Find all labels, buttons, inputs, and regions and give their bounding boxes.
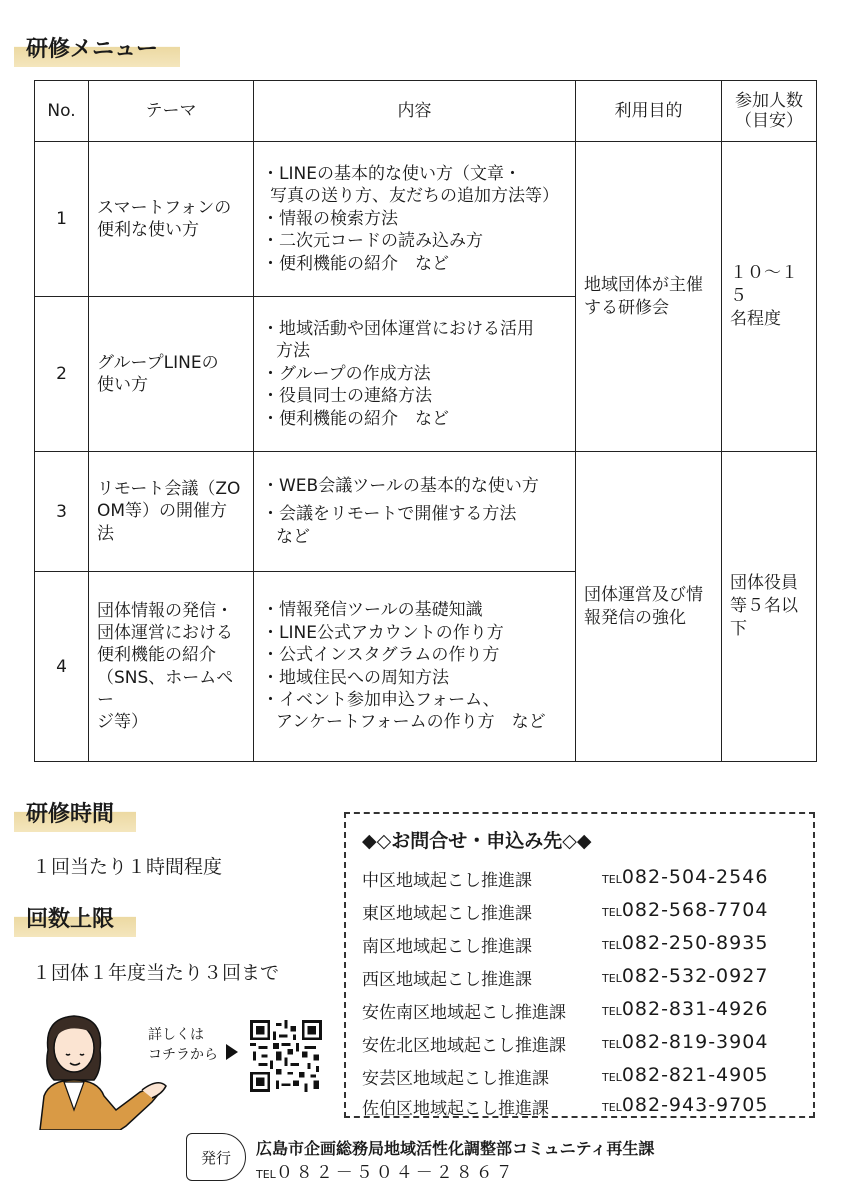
tel-number: 082-943-9705 — [621, 1094, 769, 1116]
limit-text: １団体１年度当たり３回まで — [32, 962, 280, 984]
people-line: １０～１５ — [730, 263, 798, 307]
row-content — [254, 452, 576, 572]
tel-number: 082-819-3904 — [621, 1031, 769, 1053]
contact-dept: 安佐南区地域起こし推進課 — [362, 1003, 566, 1023]
theme-line: 便利機能の紹介 — [97, 645, 216, 666]
people-line: 下 — [730, 618, 747, 639]
header-content: 内容 — [254, 81, 576, 142]
theme-line: スマートフォンの — [97, 197, 232, 218]
content-line: ・便利機能の紹介 など — [262, 408, 449, 429]
theme-line: 団体運営における — [97, 623, 233, 644]
row-no: 1 — [35, 142, 89, 297]
tel-number: 082-831-4926 — [621, 998, 769, 1020]
row-theme — [89, 452, 254, 572]
contact-tel[interactable] — [602, 965, 768, 987]
table-header-row — [35, 81, 817, 142]
row-theme — [89, 142, 254, 297]
people-line: 名程度 — [730, 308, 781, 329]
row-no: 4 — [35, 572, 89, 762]
header-theme: テーマ — [89, 81, 254, 142]
row-theme — [89, 572, 254, 762]
content-line: ・地域活動や団体運営における活用 — [262, 318, 534, 339]
content-line: アンケートフォームの作り方 など — [276, 712, 546, 733]
contact-dept: 中区地域起こし推進課 — [362, 871, 532, 891]
theme-line: OM等）の開催方 — [97, 501, 228, 522]
row-content — [254, 142, 576, 297]
content-line: ・地域住民への周知方法 — [262, 667, 449, 688]
content-line: ・二次元コードの読み込み方 — [262, 231, 483, 252]
menu-section-title: 研修メニュー — [14, 30, 180, 67]
content-line: ・グループの作成方法 — [262, 363, 431, 384]
purpose-cell — [576, 452, 722, 762]
tel-prefix: TEL — [602, 939, 622, 952]
contact-tel[interactable] — [602, 932, 768, 954]
header-purpose: 利用目的 — [576, 81, 722, 142]
contact-dept: 西区地域起こし推進課 — [362, 970, 532, 990]
contact-dept: 東区地域起こし推進課 — [362, 904, 532, 924]
publisher-tel[interactable] — [256, 1158, 516, 1183]
theme-line: 法 — [97, 523, 114, 544]
content-line: など — [276, 526, 310, 547]
content-line: ・公式インスタグラムの作り方 — [262, 645, 500, 666]
row-no: 3 — [35, 452, 89, 572]
purpose-line: 団体運営及び情 — [584, 584, 703, 605]
tel-number: 082-504-2546 — [621, 866, 769, 888]
header-people — [722, 81, 817, 142]
people-cell — [722, 142, 817, 452]
theme-line: リモート会議（ZO — [97, 479, 241, 500]
content-line: ・情報の検索方法 — [262, 208, 398, 229]
content-line: ・情報発信ツールの基礎知識 — [262, 600, 483, 621]
people-cell — [722, 452, 817, 762]
tel-prefix: TEL — [602, 873, 622, 886]
theme-line: 便利な使い方 — [97, 220, 199, 240]
theme-line: グループLINEの — [97, 352, 219, 373]
table-row — [35, 142, 817, 297]
table-row — [35, 452, 817, 572]
tel-prefix: TEL — [602, 1071, 622, 1084]
contact-heading: ◆◇お問合せ・申込み先◇◆ — [362, 830, 592, 852]
contact-dept: 安佐北区地域起こし推進課 — [362, 1036, 566, 1056]
tel-prefix: TEL — [602, 906, 622, 919]
content-line: ・LINE公式アカウントの作り方 — [262, 622, 504, 643]
header-people-line1: 参加人数 — [735, 90, 803, 111]
content-line: ・WEB会議ツールの基本的な使い方 — [262, 475, 539, 496]
row-content — [254, 297, 576, 452]
content-line: ・役員同士の連絡方法 — [262, 386, 432, 407]
tel-prefix: TEL — [256, 1168, 276, 1181]
contact-box — [344, 812, 815, 1118]
contact-dept: 安芸区地域起こし推進課 — [362, 1069, 549, 1089]
purpose-line: 地域団体が主催 — [584, 274, 703, 295]
header-people-line2: （目安） — [735, 111, 803, 131]
tel-number: 082-532-0927 — [621, 965, 769, 987]
tel-prefix: TEL — [602, 1005, 622, 1018]
tel-prefix: TEL — [602, 1038, 622, 1051]
publish-badge: 発行 — [186, 1133, 246, 1181]
details-text — [148, 1026, 218, 1065]
contact-tel[interactable] — [602, 1031, 768, 1053]
row-theme — [89, 297, 254, 452]
tel-prefix: TEL — [602, 1101, 622, 1114]
contact-tel[interactable] — [602, 1094, 768, 1116]
contact-dept: 南区地域起こし推進課 — [362, 937, 532, 957]
qr-code-icon[interactable] — [250, 1020, 322, 1092]
time-section-title: 研修時間 — [14, 795, 136, 832]
limit-section-title: 回数上限 — [14, 900, 136, 937]
theme-line: 団体情報の発信・ — [97, 601, 233, 622]
theme-line: ジ等） — [97, 711, 148, 732]
tel-number: 082-250-8935 — [621, 932, 769, 954]
people-line: 団体役員 — [730, 573, 798, 594]
purpose-line: 報発信の強化 — [584, 607, 686, 628]
purpose-line: する研修会 — [584, 297, 669, 318]
publisher-name: 広島市企画総務局地域活性化調整部コミュニティ再生課 — [256, 1139, 655, 1158]
tel-number: ０８２－５０４－２８６７ — [275, 1163, 516, 1183]
content-line: 写真の送り方、友だちの追加方法等） — [270, 186, 559, 207]
details-line1: 詳しくは — [148, 1027, 204, 1043]
header-no: No. — [35, 81, 89, 142]
contact-tel[interactable] — [602, 1064, 768, 1086]
contact-tel[interactable] — [602, 899, 768, 921]
content-line: ・イベント参加申込フォーム、 — [262, 689, 500, 710]
time-text: １回当たり１時間程度 — [32, 856, 223, 878]
theme-line: 使い方 — [97, 375, 148, 395]
tel-number: 082-568-7704 — [621, 899, 769, 921]
row-content — [254, 572, 576, 762]
arrow-right-icon — [226, 1044, 238, 1060]
purpose-cell — [576, 142, 722, 452]
contact-tel[interactable] — [602, 866, 768, 888]
theme-line: （SNS、ホームペー — [97, 667, 234, 710]
content-line: ・会議をリモートで開催する方法 — [262, 504, 517, 525]
content-line: 方法 — [276, 341, 310, 362]
training-menu-table — [34, 80, 817, 762]
contact-dept: 佐伯区地域起こし推進課 — [362, 1099, 549, 1119]
content-line: ・便利機能の紹介 など — [262, 253, 449, 274]
row-no: 2 — [35, 297, 89, 452]
details-line2: コチラから — [148, 1046, 218, 1063]
tel-number: 082-821-4905 — [621, 1064, 769, 1086]
content-line: ・LINEの基本的な使い方（文章・ — [262, 163, 521, 184]
contact-tel[interactable] — [602, 998, 768, 1020]
tel-prefix: TEL — [602, 972, 622, 985]
people-line: 等５名以 — [730, 596, 798, 617]
